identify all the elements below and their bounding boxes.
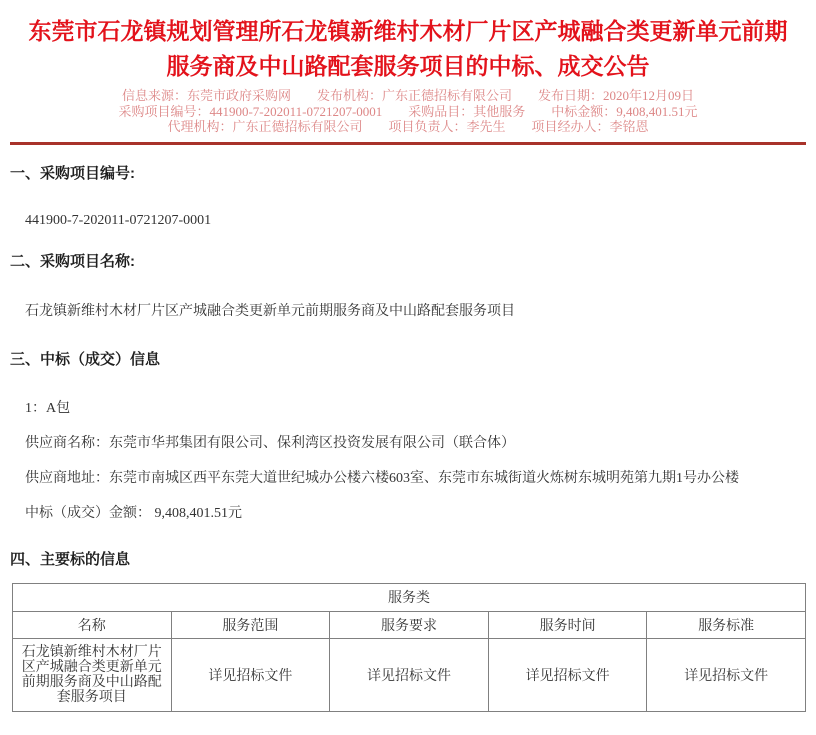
- column-header-service-time: 服务时间: [488, 611, 647, 638]
- page-title-line2: 服务商及中山路配套服务项目的中标、成交公告: [166, 53, 650, 79]
- award-amount-line: 中标（成交）金额： 9,408,401.51元: [25, 505, 242, 521]
- subject-matter-table: [12, 583, 806, 712]
- project-name-value: 石龙镇新维村木材厂片区产城融合类更新单元前期服务商及中山路配套服务项目: [25, 303, 515, 319]
- section-heading-subject-matter: 四、主要标的信息: [10, 550, 131, 568]
- supplier-name-line: 供应商名称：东莞市华邦集团有限公司、保利湾区投资发展有限公司（联合体）: [25, 435, 515, 451]
- cell-service-scope: 详见招标文件: [171, 638, 330, 711]
- cell-service-time: 详见招标文件: [488, 638, 647, 711]
- table-group-header-cell: 服务类: [13, 583, 806, 611]
- page-title: [10, 14, 806, 84]
- column-header-service-scope: 服务范围: [171, 611, 330, 638]
- section-project-name: [10, 253, 806, 321]
- table-group-header-row: [13, 583, 806, 611]
- section-heading-project-number: 一、采购项目编号:: [10, 164, 135, 182]
- table-column-header-row: [13, 611, 806, 638]
- meta-line-source: 信息来源：东莞市政府采购网 发布机构：广东正德招标有限公司 发布日期：2020年12月09日: [121, 88, 694, 103]
- section-heading-award-info: 三、中标（成交）信息: [10, 350, 161, 368]
- project-number-value: 441900-7-202011-0721207-0001: [25, 212, 212, 228]
- announcement-page: [0, 14, 816, 712]
- column-header-name: 名称: [13, 611, 172, 638]
- page-title-line1: 东莞市石龙镇规划管理所石龙镇新维村木材厂片区产城融合类更新单元前期: [28, 18, 788, 44]
- column-header-service-requirement: 服务要求: [330, 611, 489, 638]
- supplier-address-line: 供应商地址：东莞市南城区西平东莞大道世纪城办公楼六楼603室、东莞市东城街道火炼树东城明苑第九期1号办公楼: [25, 470, 739, 486]
- section-project-number: [10, 165, 806, 230]
- meta-line-agency: 代理机构：广东正德招标有限公司 项目负责人：李先生 项目经办人：李铭恩: [167, 119, 649, 134]
- column-header-service-standard: 服务标准: [647, 611, 806, 638]
- section-subject-matter: [10, 551, 806, 712]
- section-heading-project-name: 二、采购项目名称:: [10, 252, 135, 270]
- section-award-info: [10, 351, 806, 523]
- cell-project-name: 石龙镇新维村木材厂片区产城融合类更新单元前期服务商及中山路配套服务项目: [13, 638, 172, 711]
- table-row: [13, 638, 806, 711]
- meta-info-block: [10, 88, 806, 135]
- cell-service-standard: 详见招标文件: [647, 638, 806, 711]
- red-divider-rule: [10, 142, 806, 145]
- cell-service-requirement: 详见招标文件: [330, 638, 489, 711]
- award-package-label: 1：A包: [25, 400, 71, 416]
- meta-line-project: 采购项目编号：441900-7-202011-0721207-0001 采购品目：其他服务 中标金额：9,408,401.51元: [118, 103, 698, 119]
